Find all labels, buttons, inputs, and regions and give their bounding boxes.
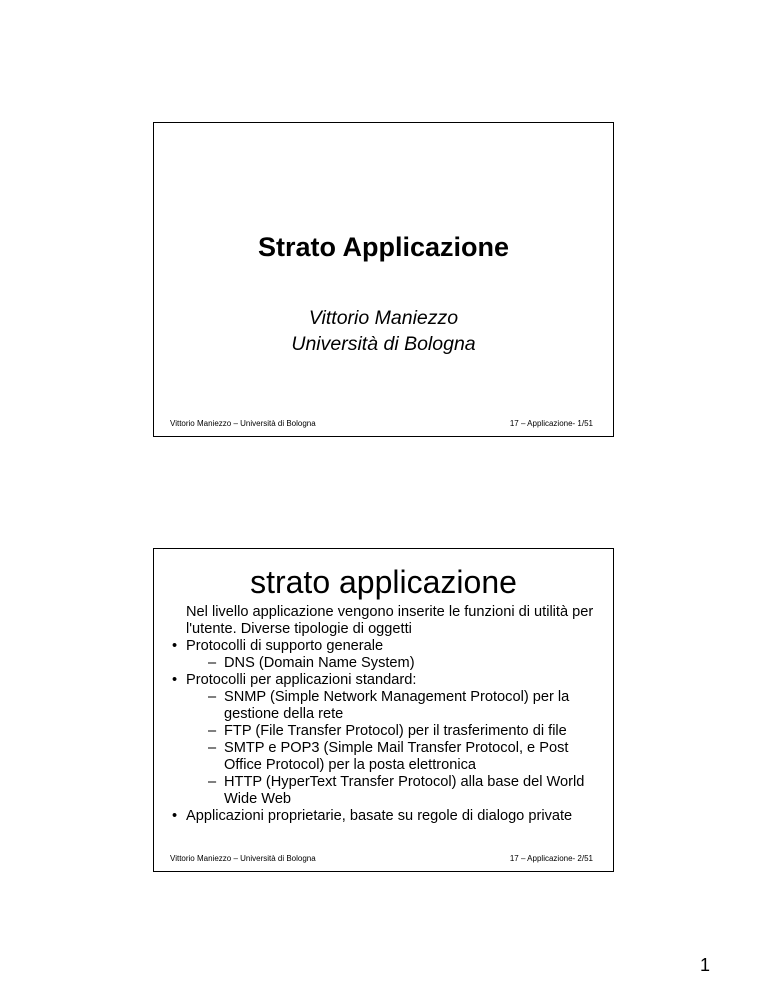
sub-bullet-item: – DNS (Domain Name System) bbox=[208, 655, 415, 671]
sub-bullet-item: – SMTP e POP3 (Simple Mail Transfer Protocol, e Post Office Protocol) per la posta elettronica bbox=[208, 740, 569, 773]
sub-bullet-item: – SNMP (Simple Network Management Protocol) per la gestione della rete bbox=[208, 689, 570, 722]
affiliation: Università di Bologna bbox=[291, 333, 476, 355]
slide-body bbox=[172, 604, 603, 825]
page-number: 1 bbox=[700, 955, 711, 975]
slide-2 bbox=[153, 548, 614, 872]
bullet-item: • Protocolli di supporto generale bbox=[172, 638, 384, 654]
slide-footer-left: Vittorio Maniezzo – Università di Bologna bbox=[170, 854, 316, 863]
slide-title: Strato Applicazione bbox=[257, 232, 510, 262]
slide-1 bbox=[153, 122, 614, 437]
slide-footer-left: Vittorio Maniezzo – Università di Bologna bbox=[170, 419, 316, 428]
sub-bullet-list bbox=[172, 689, 603, 808]
intro-text: Nel livello applicazione vengono inserite le funzioni di utilità per l'utente. Diverse tipologie di oggetti bbox=[186, 604, 594, 637]
slide-footer-right: 17 – Applicazione- 1/51 bbox=[509, 419, 593, 428]
sub-bullet-item: – HTTP (HyperText Transfer Protocol) alla base del World Wide Web bbox=[208, 774, 585, 807]
bullet-item: • Protocolli per applicazioni standard: bbox=[172, 672, 417, 688]
slide-footer-right: 17 – Applicazione- 2/51 bbox=[509, 854, 593, 863]
bullet-item: • Applicazioni proprietarie, basate su regole di dialogo private bbox=[172, 808, 573, 824]
slide-title: strato applicazione bbox=[250, 564, 517, 600]
sub-bullet-item: – FTP (File Transfer Protocol) per il trasferimento di file bbox=[208, 723, 567, 739]
author-name: Vittorio Maniezzo bbox=[308, 307, 459, 329]
sub-bullet-list bbox=[172, 655, 603, 672]
